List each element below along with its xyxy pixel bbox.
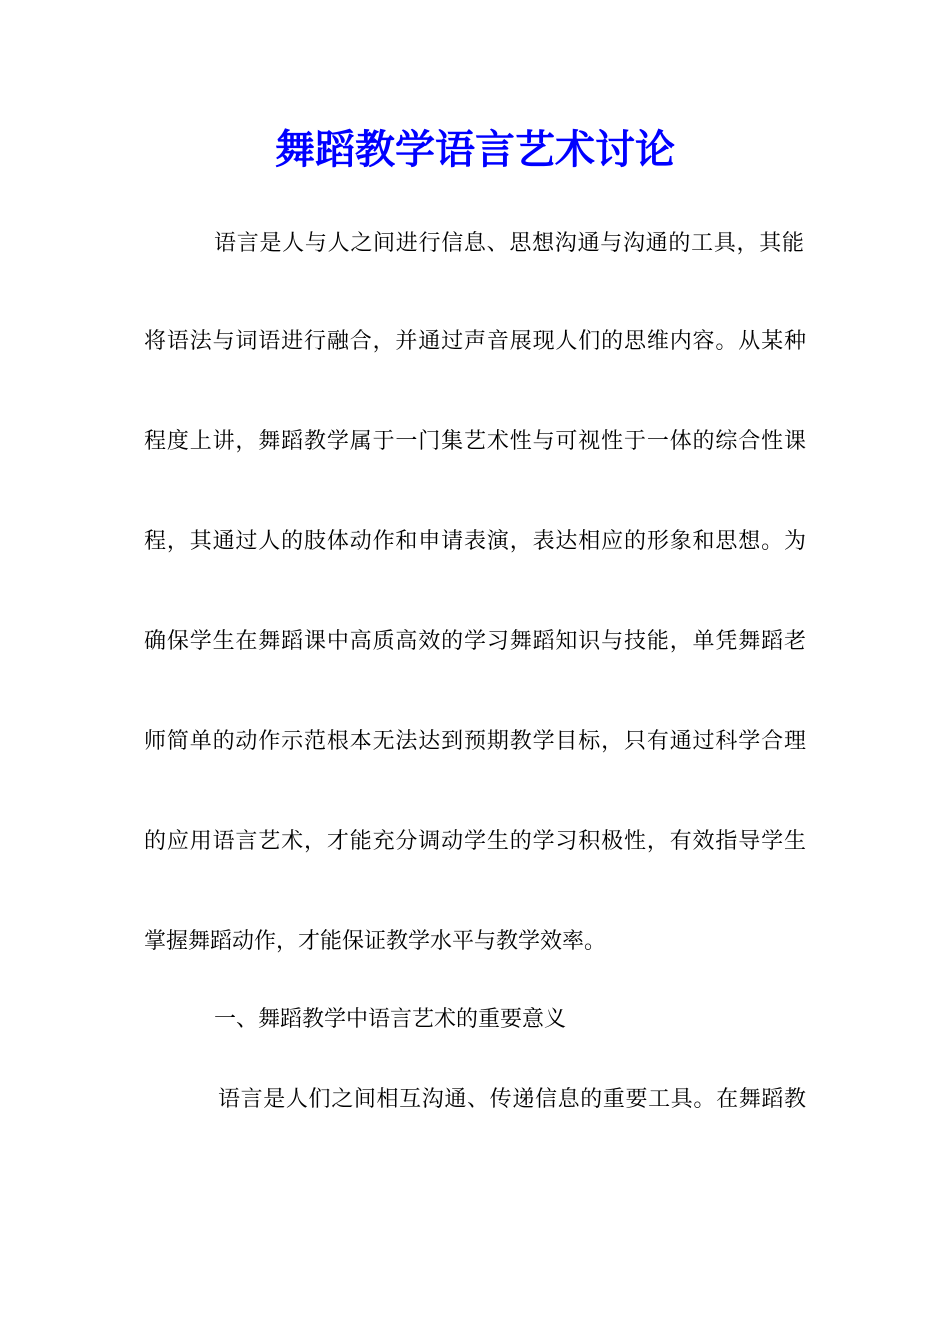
section-heading: 一、舞蹈教学中语言艺术的重要意义: [214, 1007, 567, 1032]
paragraph-line: 程，其通过人的肢体动作和申请表演，表达相应的形象和思想。为: [144, 529, 806, 554]
paragraph-line: 师简单的动作示范根本无法达到预期教学目标，只有通过科学合理: [144, 729, 806, 754]
paragraph-line: 确保学生在舞蹈课中高质高效的学习舞蹈知识与技能，单凭舞蹈老: [144, 629, 806, 654]
page-title: 舞蹈教学语言艺术讨论: [275, 126, 675, 173]
paragraph-line: 将语法与词语进行融合，并通过声音展现人们的思维内容。从某种: [144, 329, 806, 354]
paragraph-line: 掌握舞蹈动作，才能保证教学水平与教学效率。: [144, 929, 607, 954]
paragraph-line: 语言是人与人之间进行信息、思想沟通与沟通的工具，其能: [214, 231, 804, 256]
paragraph-line: 语言是人们之间相互沟通、传递信息的重要工具。在舞蹈教: [218, 1087, 806, 1112]
paragraph-line: 的应用语言艺术，才能充分调动学生的学习积极性，有效指导学生: [144, 829, 806, 854]
paragraph-line: 程度上讲，舞蹈教学属于一门集艺术性与可视性于一体的综合性课: [144, 429, 806, 454]
